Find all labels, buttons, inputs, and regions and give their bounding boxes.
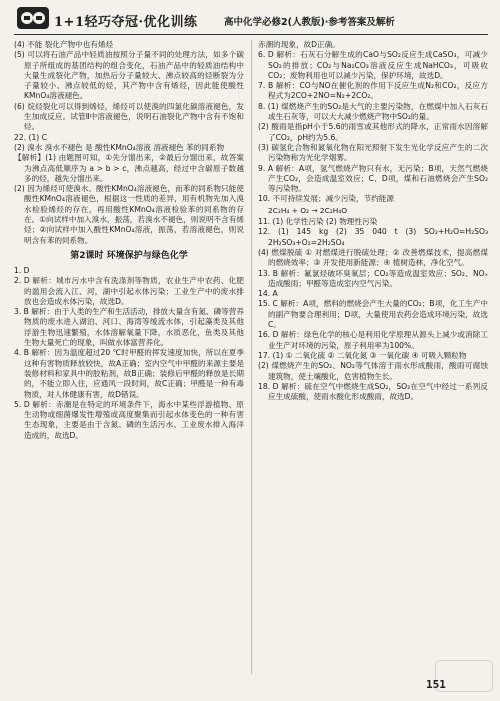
answer-paragraph: 18. D 解析：硫在空气中燃烧生成SO₂，SO₂在空气中经过一系列反应生成硫酸，使雨水酸化形成酸雨，故选D。 bbox=[258, 381, 488, 402]
answer-paragraph: (2) 因为烯烃可使溴水、酸性KMnO₄溶液褪色，而苯的同系物只能使酸性KMnO₄溶液褪色，根据这一性质的差异，用有机物先加入溴水检验烯烃的存在，再用酸性KMnO₄溶液检验苯的同系物的存在。①向试样中加入溴水，振荡，若溴水不褪色，则说明不含有烯烃；②向试样中加入酸性KMnO₄溶液，振荡，若溶液褪色，则说明含有苯的同系物。 bbox=[14, 184, 244, 245]
answer-paragraph: (3) 碳氢化合物和氮氧化物在阳光照射下发生光化学反应产生的二次污染物称为光化学烟雾。 bbox=[258, 142, 488, 163]
answer-paragraph: (2) 酸雨是指pH小于5.6的雨雪或其他形式的降水，正常雨水因溶解了CO₂，pH约为5.6。 bbox=[258, 122, 488, 142]
answer-paragraph: 3. B 解析：由于人类的生产和生活活动，排放大量含有氮、磷等营养物质的废水进入湖泊、河口、海湾等缓流水体，引起藻类及其他浮游生物迅速繁殖，水体溶解氧量下降，水质恶化，鱼类及其他生物大量死亡的现象，叫做水体富营养化。 bbox=[14, 307, 244, 348]
answer-paragraph: 15. C 解析：A项，燃料的燃烧会产生大量的CO₂；B项，化工生产中的副产物要合理利用；D项，大量使用农药会造成环境污染，故选C。 bbox=[258, 299, 488, 330]
left-column bbox=[14, 40, 244, 674]
answer-paragraph: 11. (1) 化学性污染 (2) 物理性污染 bbox=[258, 217, 378, 227]
answer-paragraph: 17. (1) ① 二氧化硫 ② 二氧化氮 ③ 一氧化碳 ④ 可吸入颗粒物 bbox=[258, 350, 467, 360]
answer-paragraph: 5. D 解析：赤潮是在特定的环境条件下，海水中某些浮游植物、原生动物或细菌爆发性增殖或高度聚集而引起水体变色的一种有害生态现象，主要是由于含氮、磷的生活污水、工业废水排入海洋造成的，故选D。 bbox=[14, 399, 244, 440]
answer-paragraph: 16. D 解析：绿色化学的核心是利用化学原理从源头上减少或消除工业生产对环境的污染，原子利用率为100%。 bbox=[258, 330, 488, 350]
answer-paragraph: 【解析】(1) 由题图可知，①先分馏出来，②最后分馏出来，故答案为沸点高低顺序为 a > b > c，沸点越高，经过中含碳原子数越多的烃，越先分馏出来。 bbox=[14, 153, 244, 183]
answer-paragraph: 2. D 解析：城市污水中含有洗涤剂等物质，农业生产中农药、化肥的滥用会流入江、河，湖中引起水体污染；工业生产中的废水排放也会造成水体污染，故选D。 bbox=[14, 276, 244, 306]
answer-paragraph: 8. (1) 煤燃烧产生的SO₂是大气的主要污染物，在燃煤中加入石灰石或生石灰等，可以大大减少燃烧产物中SO₂的量。 bbox=[258, 101, 488, 122]
answer-paragraph: (4) 不能 裂化产物中也有烯烃 bbox=[14, 40, 114, 49]
book-brand-title: 1+1轻巧夺冠·优化训练 bbox=[54, 15, 198, 30]
answer-paragraph: 6. D 解析：石灰石分解生成的CaO与SO₂反应生成CaSO₃，可减少SO₂的排放；CO₂与Na₂CO₃溶液反应生成NaHCO₃，可吸收CO₂；废物利用也可以减少污染，保护环境，故选D。 bbox=[258, 50, 488, 80]
answer-paragraph: 13. B 解析：氟氯烃破坏臭氧层；CO₂等造成温室效应；SO₂、NOₓ造成酸雨；甲醛等造成室内空气污染。 bbox=[258, 268, 488, 288]
answer-paragraph: 1. D bbox=[14, 265, 30, 275]
answer-paragraph: (4) 燃煤脱硫 ① 对燃煤进行脱硫处理；② 改善燃煤技术，提高燃煤的燃烧效率；③ 开发使用新能源；④ 植树造林，净化空气。 bbox=[258, 247, 488, 268]
answer-paragraph: (5) 可以将石油产品中轻质油按照分子量不同的处理方法，如多个碳原子所组成的基团结构的组合变化，石油产品中的轻质油结构中大量生成裂化产物，加热后分子量较大、沸点较高的烃断裂为分子量较小、沸点较低的烃，其产物中含有烯烃，因此能使酸性KMnO₄溶液褪色。 bbox=[14, 50, 244, 101]
answer-paragraph: (2) 煤燃烧产生的SO₂、NO₂等气体溶于雨水形成酸雨，酸雨可腐蚀建筑物，使土壤酸化，危害植物生长。 bbox=[258, 361, 488, 381]
answer-paragraph: 10. 不可持续发展；减少污染，节约能源 bbox=[258, 194, 394, 204]
answer-paragraph: 赤潮的现象，故D正确。 bbox=[258, 40, 340, 49]
brand-logo-icon bbox=[16, 4, 50, 32]
answer-paragraph: (2) 溴水 溴水不褪色 是 酸性KMnO₄溶液 溶液褪色 苯的同系物 bbox=[14, 142, 225, 152]
right-column bbox=[258, 40, 488, 674]
answer-paragraph: 4. B 解析：因为温度超过20 ℃时甲醛的挥发速度加快，所以在夏季这种有害物质释放较快，故A正确；室内空气中甲醛的来源主要是装修材料和家具中的胶粘剂，故B正确；装修后甲醛的释放是长期的，不能立即入住，应通风一段时间，故C正确；甲醛是一种有毒物质，对人体健康有害，故D错误。 bbox=[14, 348, 244, 399]
answer-paragraph: 22. (1) C bbox=[14, 132, 47, 142]
section-title: 第2课时 环境保护与绿色化学 bbox=[70, 250, 188, 261]
book-subject-title: 高中化学必修2(人教版)·参考答案及解析 bbox=[224, 17, 395, 28]
answer-paragraph: (6) 烷烃裂化可以得到烯烃，烯烃可以使溴的四氯化碳溶液褪色，发生加成反应。试管Ⅱ中溶液褪色，说明石油裂化产物中含有不饱和烃。 bbox=[14, 101, 244, 132]
column-divider bbox=[251, 40, 252, 674]
answer-paragraph: 7. B 解析：CO与NO在催化剂的作用下反应生成N₂和CO₂，反应方程式为2CO+2NO=N₂+2CO₂。 bbox=[258, 81, 488, 101]
page-header bbox=[14, 4, 488, 35]
chemical-formula: 2C₂H₄ + O₂ → 2C₂H₄O bbox=[268, 205, 348, 215]
answer-paragraph: 14. A bbox=[258, 289, 278, 299]
answer-paragraph: 9. A 解析：A项，氢气燃烧产物只有水，无污染；B项，天然气燃烧产生CO₂，会造成温室效应；C、D项，煤和石油燃烧会产生SO₂等污染物。 bbox=[258, 163, 488, 194]
page-number: 151 bbox=[426, 678, 446, 691]
answer-columns bbox=[14, 40, 488, 674]
answer-paragraph: 12. (1) 145 kg (2) 35 040 t (3) SO₂+H₂O=H₂SO₃ 2H₂SO₃+O₂=2H₂SO₄ bbox=[258, 227, 488, 247]
